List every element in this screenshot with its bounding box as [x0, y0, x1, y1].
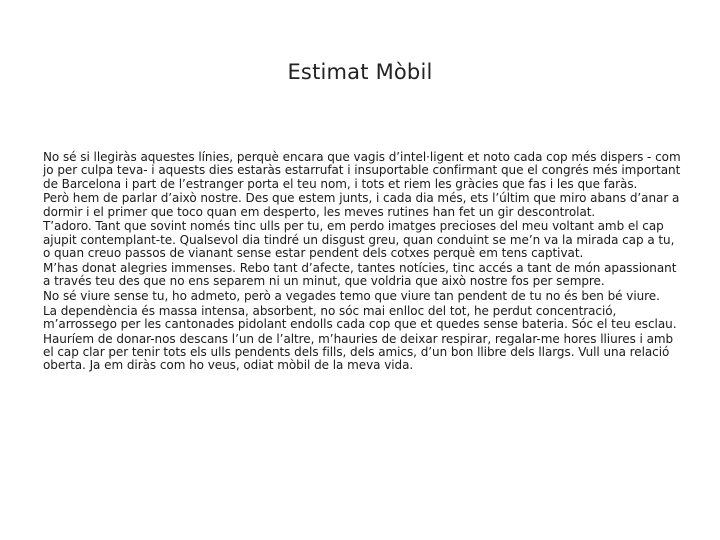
- body-paragraph-1: No sé si llegiràs aquestes línies, perquè encara que vagis d’intel·ligent et noto cada cop més dispers - com jo per culpa teva- i aquests dies estaràs estarrufat i insuportable confirmant que el congrés més important de Barcelona i part de l’estranger porta el teu nom, i tots et riem les gràcies que fas i les que faràs.: [43, 150, 681, 191]
- body-paragraph-2: Però hem de parlar d’això nostre. Des que estem junts, i cada dia més, ets l’últim que miro abans d’anar a dormir i el primer que toco quan em desperto, les meves rutines han fet un gir descontrolat.: [43, 191, 680, 219]
- slide-body: [43, 151, 681, 374]
- slide-title: Estimat Mòbil: [287, 60, 433, 84]
- body-paragraph-3: T’adoro. Tant que sovint només tinc ulls per tu, em perdo imatges precioses del meu voltant amb el cap ajupit contemplant-te. Qualsevol dia tindré un disgust greu, quan conduint se me’n va la mirada cap a tu, o quan creuo passos de vianant sense estar pendent dels cotxes perquè em tens captivat.: [43, 219, 675, 261]
- body-paragraph-6: La dependència és massa intensa, absorbent, no sóc mai enlloc del tot, he perdut concentració, m’arrossego per les cantonades pidolant endolls cada cop que et quedes sense bateria. Sóc el teu esclau.: [43, 303, 677, 332]
- body-paragraph-7: Hauríem de donar-nos descans l’un de l’altre, m’hauries de deixar respirar, regalar-me hores lliures i amb el cap clar per tenir tots els ulls pendents dels fills, dels amics, d’un bon llibre dels llargs. Vull una relació oberta. Ja em diràs com ho veus, odiat mòbil de la meva vida.: [43, 331, 674, 373]
- body-paragraph-4: M’has donat alegries immenses. Rebo tant d’afecte, tantes notícies, tinc accés a tant de món apassionant a través teu des que no ens separem ni un minut, que voldria que això nostre fos per sempre.: [43, 260, 677, 289]
- body-paragraph-5: No sé viure sense tu, ho admeto, però a vegades temo que viure tan pendent de tu no és ben bé viure.: [43, 288, 660, 303]
